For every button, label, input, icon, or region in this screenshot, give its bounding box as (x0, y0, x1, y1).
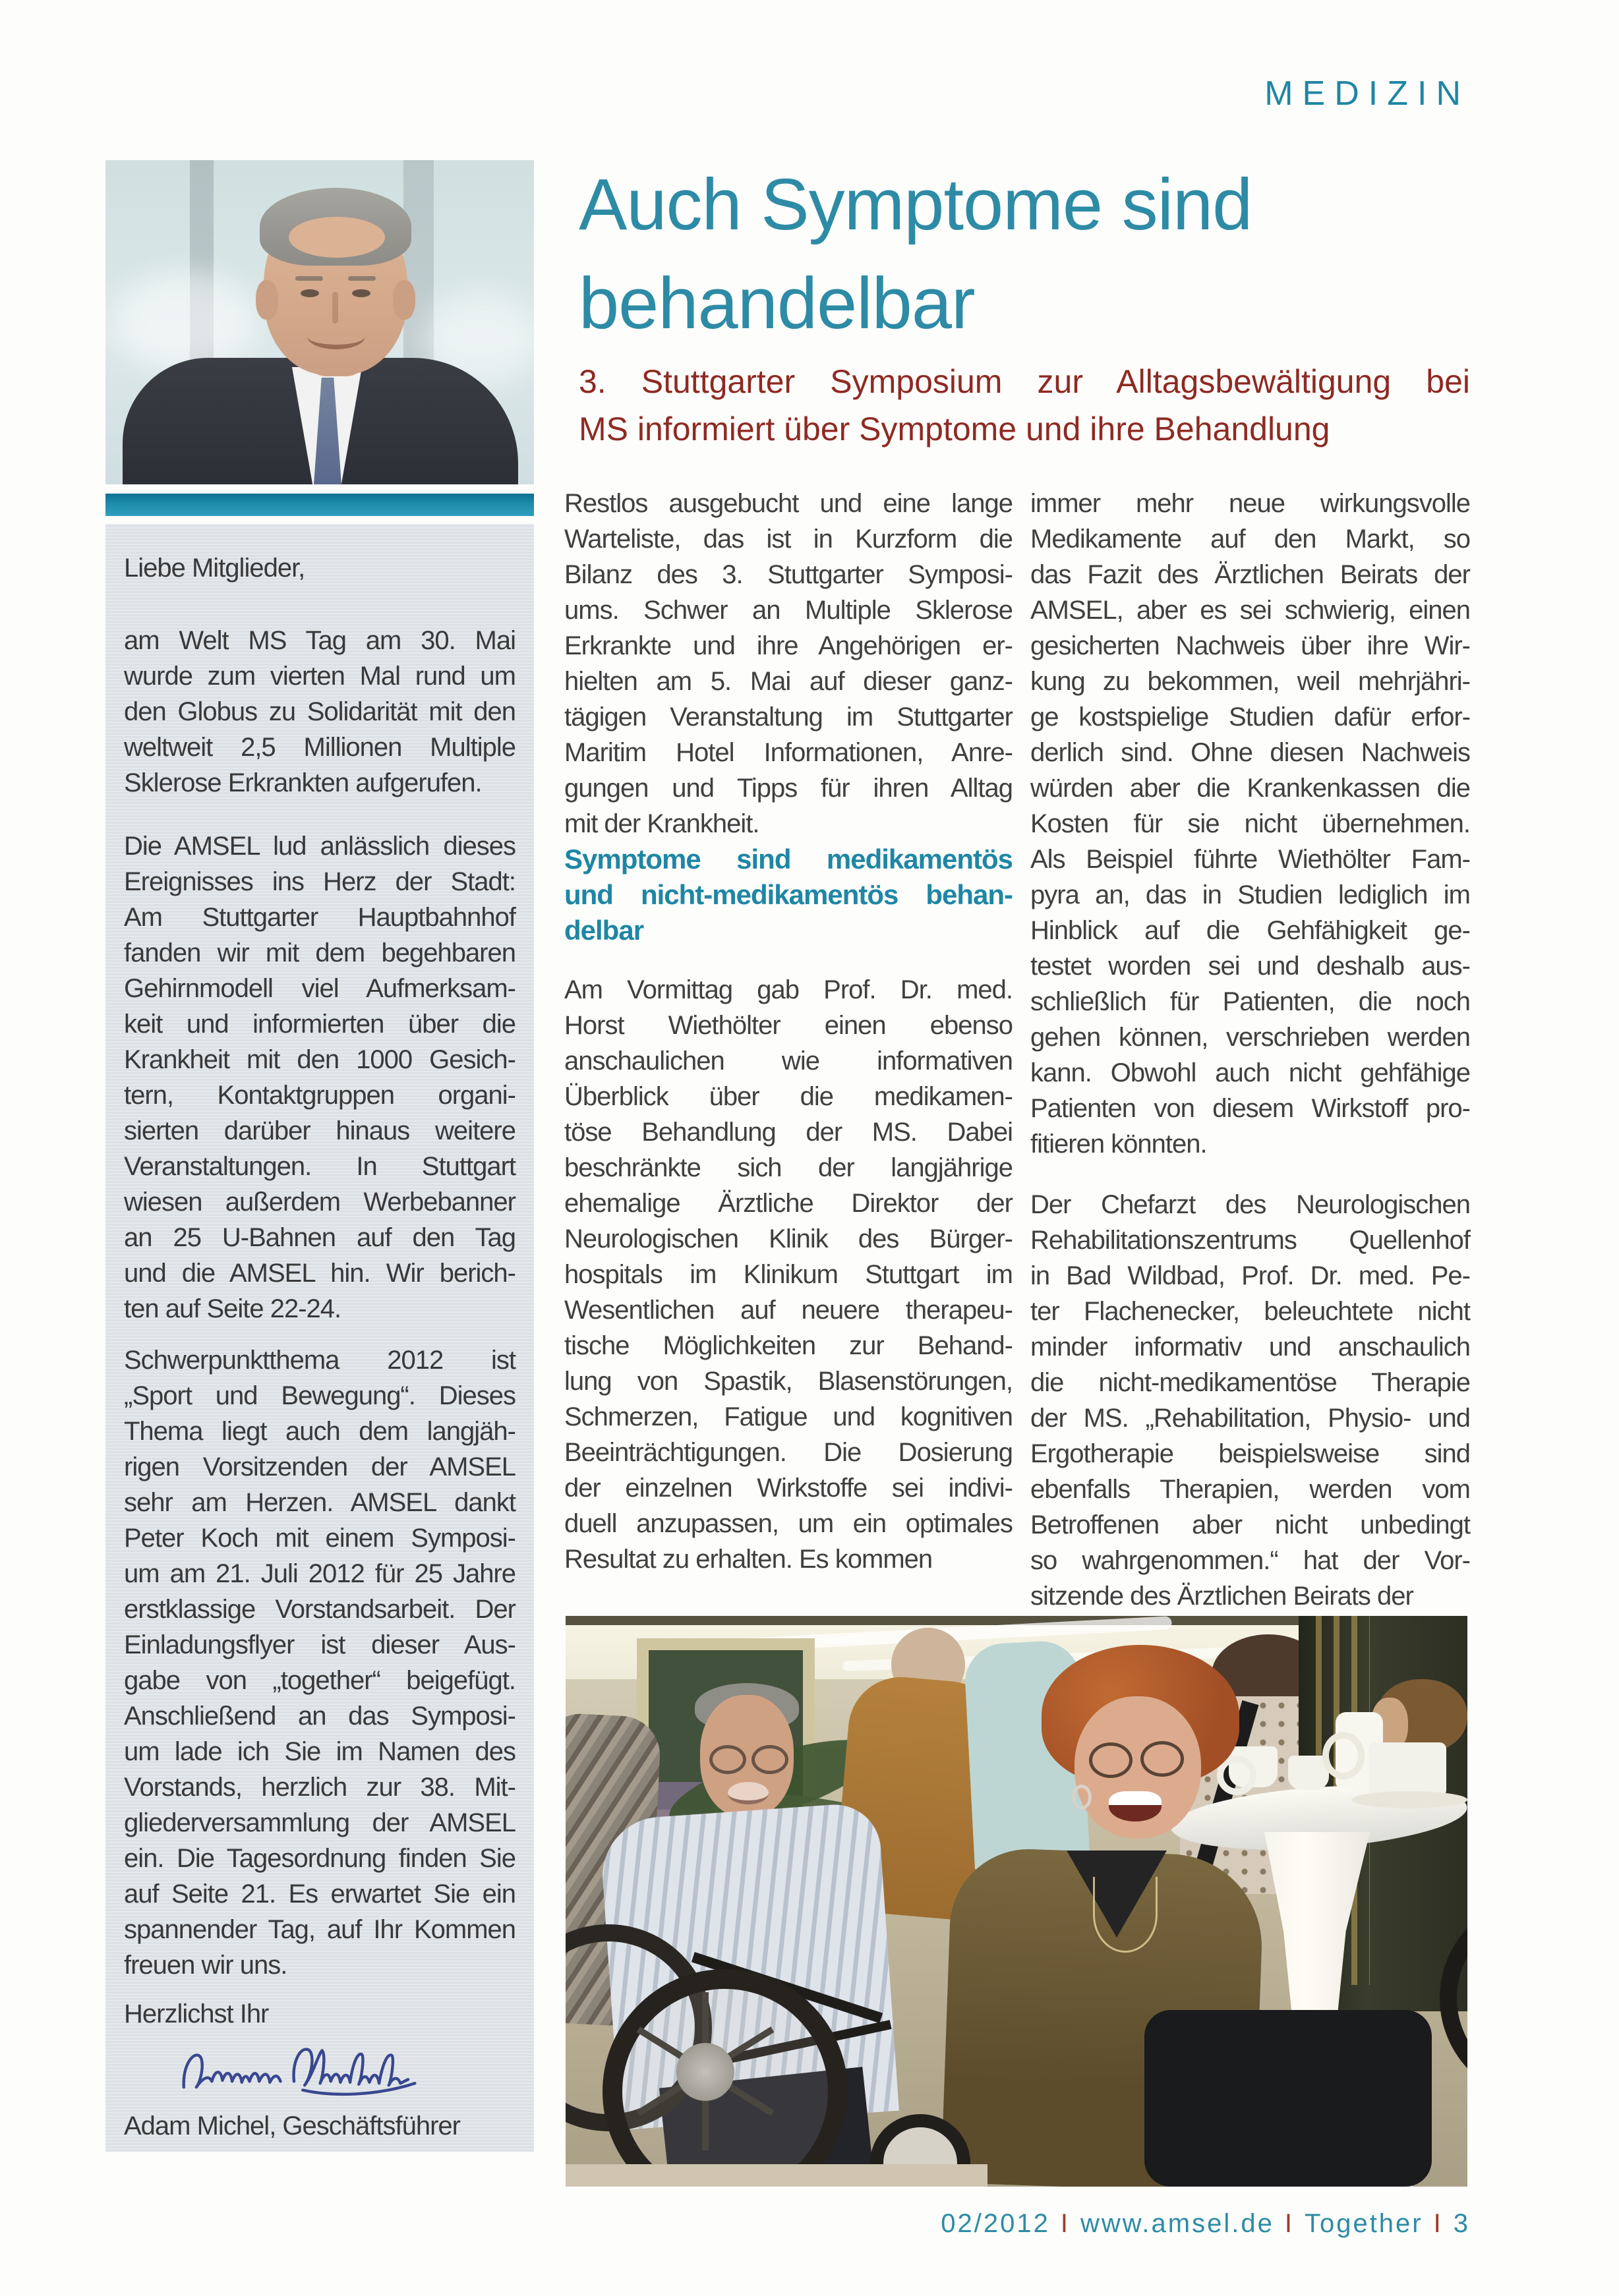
article-subtitle: 3. Stuttgarter Symposium zur Alltagsbewältigung bei MS informiert über Symptome und ihre Behandlung (579, 363, 1470, 447)
man-ear (393, 280, 415, 320)
letter-paragraph: Schwerpunktthema 2012 ist „Sport und Bewegung“. Dieses Thema liegt auch dem langjäh- rigen Vorsitzenden der AMSEL sehr am Herzen. AMSEL dankt Peter Koch mit einem Symposi- um am 21. Juli 2012 für 25 Jahre erstklassige Vorstandsarbeit. Der Einladungsflyer ist dieser Aus- gabe von „together“ beigefügt. Anschließend an das Symposi- um lade ich Sie im Namen des Vorstands, herzlich zur 38. Mit- gliederversammlung der AMSEL ein. Die Tagesordnung finden Sie auf Seite 21. Es erwartet Sie ein spannender Tag, auf Ihr Kommen freuen wir uns. (124, 1346, 515, 1980)
background-blur (112, 272, 257, 371)
footer-page-number: 3 (1453, 2209, 1470, 2238)
article-column-3 (1030, 486, 1470, 1614)
woman-necklace (1093, 1877, 1158, 1953)
teal-divider-bar (105, 494, 534, 516)
article-subheading: Symptome sind medikamentös und nicht-medikamentös behan- delbar (564, 844, 1013, 946)
left-column (105, 160, 534, 2152)
letter-signer: Adam Michel, Geschäftsführer (124, 2111, 460, 2140)
saucer (1351, 1791, 1467, 1808)
letter-paragraph: Die AMSEL lud anlässlich dieses Ereignisses ins Herz der Stadt: Am Stuttgarter Hauptbahnhof fanden wir mit dem begehbaren Gehirnmodell viel Aufmerksam- keit und informierten über die Krankheit mit den 1000 Gesich- tern, Kontaktgruppen organi- sierten darüber hinaus weitere Veranstaltungen. In Stuttgart wiesen außerdem Werbebanner an 25 U-Bahnen auf den Tag und die AMSEL hin. Wir berich- ten auf Seite 22-24. (124, 832, 515, 1323)
footer-issue: 02/2012 (941, 2209, 1050, 2238)
woman-glasses (1140, 1741, 1184, 1777)
article-paragraph: Der Chefarzt des Neurologischen Rehabilitationszentrums Quellenhof in Bad Wildbad, Prof. Dr. med. Pe- ter Flachenecker, beleuchtete nicht minder informativ und anschaulich die nicht-medikamentöse Therapie der MS. „Rehabilitation, Physio- und Ergotherapie beispielsweise sind ebenfalls Therapien, werden vom Betroffenen aber nicht unbedingt so wahrgenommen.“ hat der Vor- sitzende des Ärztlichen Beirats der (1030, 1190, 1470, 1611)
woman-earring (1072, 1785, 1092, 1810)
article-column-2 (564, 486, 1013, 1577)
footer-separator: I (1060, 2209, 1070, 2238)
editorial-letter (105, 524, 534, 2152)
wheel-hub (676, 2043, 734, 2101)
page-footer (941, 2209, 1470, 2239)
man-smile (307, 324, 365, 349)
woman-smile (1109, 1791, 1162, 1822)
footer-url[interactable]: www.amsel.de (1080, 2209, 1274, 2238)
portrait-photo (105, 160, 534, 484)
man-eyebrow (348, 276, 376, 281)
man-eyebrow (295, 276, 323, 281)
man-smile (728, 1782, 769, 1804)
section-label: MEDIZIN (1264, 74, 1470, 113)
man-eye (352, 289, 370, 297)
man-eye (301, 289, 319, 297)
footer-magazine: Together (1304, 2209, 1423, 2238)
letter-closing: Herzlichst Ihr (124, 1999, 269, 2028)
footer-separator: I (1433, 2209, 1443, 2238)
article-paragraph: Am Vormittag gab Prof. Dr. med. Horst Wiethölter einen ebenso anschaulichen wie informativen Überblick über die medikamen- töse Behandlung der MS. Dabei beschränkte sich der langjährige ehemalige Ärztliche Direktor der Neurologischen Klinik des Bürger- hospitals im Klinikum Stuttgart im Wesentlichen auf neuere therapeu- tische Möglichkeiten zur Behand- lung von Spastik, Blasenstörungen, Schmerzen, Fatigue und kognitiven Beeinträchtigungen. Die Dosierung der einzelnen Wirkstoffe sei indivi- duell anzupassen, um ein optimales Resultat zu erhalten. Es kommen (564, 975, 1013, 1574)
woman-glasses (1089, 1742, 1133, 1778)
man-nose-shadow (332, 292, 338, 324)
article-paragraph: Restlos ausgebucht und eine lange Warteliste, das ist in Kurzform die Bilanz des 3. Stuttgarter Symposi- ums. Schwer an Multiple Sklerose Erkrankte und ihre Angehörigen er- hielten am 5. Mai auf dieser ganz- tägigen Veranstaltung im Stuttgarter Maritim Hotel Informationen, Anre- gungen und Tipps für ihren Alltag mit der Krankheit. (564, 489, 1013, 838)
letter-salutation: Liebe Mitglieder, (124, 554, 305, 583)
floor (566, 2164, 987, 2187)
man-glasses (751, 1745, 788, 1774)
article-paragraph: immer mehr neue wirkungsvolle Medikamente auf den Markt, so das Fazit des Ärztlichen Beirats der AMSEL, aber es sei schwierig, einen gesicherten Nachweis über ihre Wir- kung zu bekommen, weil mehrjähri- ge kostspielige Studien dafür erfor- derlich sind. Ohne diesen Nachweis würden aber die Krankenkassen die Kosten für sie nicht übernehmen. Als Beispiel führte Wiethölter Fam- pyra an, das in Studien lediglich im Hinblick auf die Gehfähigkeit ge- testet worden sei und deshalb aus- schließlich für Patienten, die noch gehen können, verschrieben werden kann. Obwohl auch nicht gehfähige Patienten von diesem Wirkstoff pro- fitieren könnten. (1030, 489, 1470, 1159)
man-ear (256, 280, 278, 320)
event-photo (566, 1616, 1467, 2187)
signature (124, 2033, 515, 2106)
pitcher-handle (1322, 1732, 1365, 1779)
man-glasses (709, 1745, 746, 1774)
footer-separator: I (1284, 2209, 1294, 2238)
letter-paragraph: am Welt MS Tag am 30. Mai wurde zum vierten Mal rund um den Globus zu Solidarität mit den weltweit 2,5 Millionen Multiple Sklerose Erkrankten aufgerufen. (124, 626, 515, 797)
dark-lap-bag (1144, 2010, 1432, 2187)
article-title: Auch Symptome sind behandelbar (579, 164, 1252, 344)
man-hairline (289, 217, 385, 258)
